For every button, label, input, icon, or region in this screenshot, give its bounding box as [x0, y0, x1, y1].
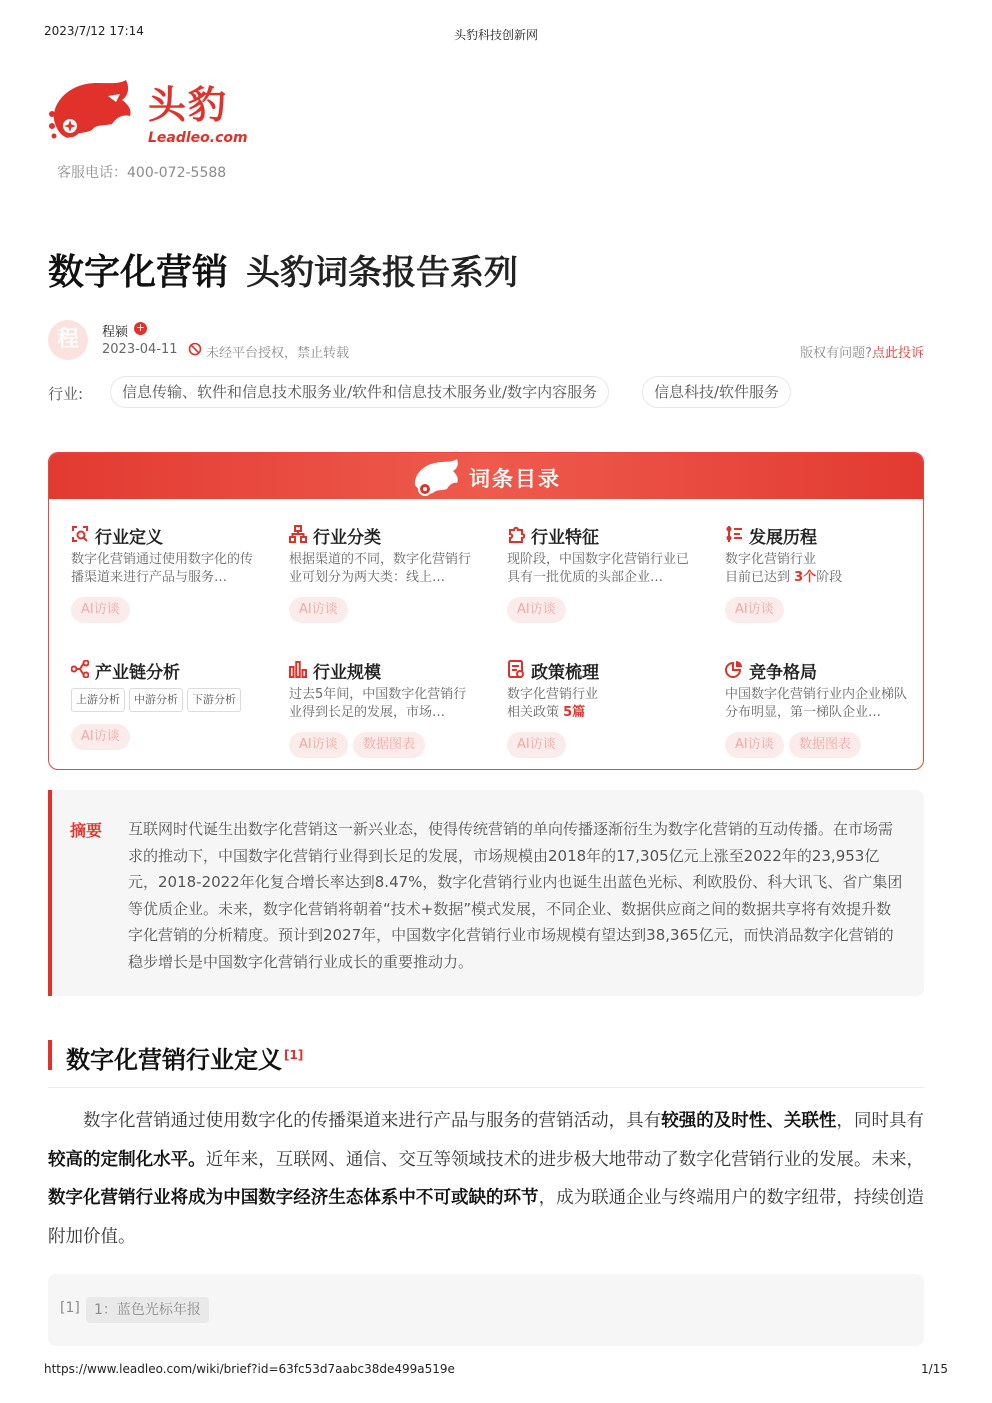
- toc-item-title: 行业特征: [531, 528, 599, 548]
- toc-item-features[interactable]: [507, 523, 707, 623]
- reference-number: [1]: [60, 1300, 80, 1316]
- toc-item-competition[interactable]: [725, 658, 924, 758]
- heading-accent-bar: [48, 1040, 52, 1070]
- toc-desc-post: 阶段: [816, 570, 843, 585]
- toc-item-scale[interactable]: [289, 658, 489, 758]
- paragraph-bold-segment: 较高的定制化水平。: [48, 1149, 206, 1170]
- logo-brand: 头豹: [148, 83, 229, 127]
- service-phone: 客服电话：400-072-5588: [57, 165, 227, 181]
- toc-item-title: 产业链分析: [95, 663, 180, 683]
- paragraph-bold-segment: 较强的及时性、关联性: [661, 1111, 837, 1131]
- ai-interview-button[interactable]: AI访谈: [507, 732, 566, 758]
- definition-paragraph: [48, 1102, 924, 1256]
- toc-item-title: 发展历程: [749, 528, 817, 548]
- toc-item-desc: 过去5年间，中国数字化营销行业得到长足的发展，市场…: [289, 687, 467, 720]
- upstream-tag[interactable]: 上游分析: [71, 688, 125, 712]
- bar-chart-icon: [289, 660, 307, 678]
- copyright-notice: [800, 342, 924, 361]
- reference-link[interactable]: [1]: [284, 1048, 304, 1062]
- section-heading: [48, 1038, 924, 1088]
- author-plus-icon[interactable]: +: [135, 321, 146, 334]
- print-page-number: 1/15: [921, 1362, 948, 1376]
- toc-item-title: 行业规模: [313, 663, 381, 683]
- toc-item-history[interactable]: [725, 523, 924, 623]
- toc-desc-pre: 目前已达到: [725, 570, 795, 585]
- toc-item-classification[interactable]: [289, 523, 489, 623]
- toc-item-desc: 中国数字化营销行业内企业梯队分布明显，第一梯队企业…: [725, 687, 908, 720]
- chain-icon: [71, 660, 89, 678]
- section-title: [66, 1040, 303, 1075]
- puzzle-icon: [507, 525, 525, 543]
- paragraph-segment: 数字化营销通过使用数字化的传播渠道来进行产品与服务的营销活动，具有: [83, 1111, 662, 1131]
- abstract-text: 互联网时代诞生出数字化营销这一新兴业态，使得传统营销的单向传播逐渐衍生为数字化营销的互动传播。在市场需求的推动下，中国数字化营销行业得到长足的发展，市场规模由2018年的17,305亿元上涨至2022年的23,953亿元，2018-2022年化复合增长率达到8.47%，数字化营销行业内也诞生出蓝色光标、利欧股份、科大讯飞、省广集团等优质企业。未来，数字化营销将朝着“技术+数据”模式发展，不同企业、数据供应商之间的数据共享将有效提升数字化营销的分析精度。预计到2027年，中国数字化营销行业市场规模有望达到38,365亿元，而快消品数字化营销的稳步增长是中国数字化营销行业成长的重要推动力。: [128, 820, 903, 971]
- abstract-box: [48, 790, 924, 996]
- publish-date: 2023-04-11: [102, 342, 178, 357]
- repost-notice: 未经平台授权，禁止转载: [206, 346, 350, 361]
- stage-count: 3个: [794, 570, 817, 585]
- midstream-tag[interactable]: 中游分析: [129, 688, 183, 712]
- ai-interview-button[interactable]: AI访谈: [71, 597, 130, 623]
- chain-subtags: [71, 688, 271, 714]
- data-chart-button[interactable]: 数据图表: [789, 732, 861, 758]
- industry-tag[interactable]: 信息科技/软件服务: [642, 376, 791, 408]
- toc-item-policy[interactable]: [507, 658, 707, 758]
- references-box: [48, 1274, 924, 1346]
- abstract-label: 摘要: [70, 821, 103, 840]
- toc-panel: [48, 452, 924, 770]
- downstream-tag[interactable]: 下游分析: [187, 688, 241, 712]
- ai-interview-button[interactable]: AI访谈: [725, 597, 784, 623]
- toc-item-title: 竞争格局: [749, 663, 817, 683]
- toc-item-desc: 现阶段，中国数字化营销行业已具有一批优质的头部企业…: [507, 552, 690, 585]
- page-title: [48, 244, 518, 295]
- leopard-logo-icon: [46, 74, 138, 146]
- industry-row: [48, 376, 924, 408]
- policy-doc-icon: [507, 660, 525, 678]
- toc-desc-line: 数字化营销行业: [725, 552, 817, 567]
- reference-item[interactable]: 1：蓝色光标年报: [86, 1297, 209, 1323]
- logo[interactable]: [46, 70, 246, 150]
- print-header: [44, 24, 948, 40]
- print-site-title: 头豹科技创新网: [453, 28, 538, 42]
- toc-item-desc: [507, 686, 693, 722]
- policy-count: 5篇: [563, 705, 586, 720]
- toc-item-desc: 根据渠道的不同，数字化营销行业可划分为两大类：线上…: [289, 552, 472, 585]
- ai-interview-button[interactable]: AI访谈: [725, 732, 784, 758]
- author-name[interactable]: 程颍: [102, 325, 129, 340]
- search-doc-icon: [71, 525, 89, 543]
- title-series: 头豹词条报告系列: [246, 253, 519, 293]
- toc-item-definition[interactable]: [71, 523, 271, 623]
- data-chart-button[interactable]: 数据图表: [353, 732, 425, 758]
- toc-item-desc: 数字化营销通过使用数字化的传播渠道来进行产品与服务…: [71, 552, 254, 585]
- print-url: https://www.leadleo.com/wiki/brief?id=63fc53d7aabc38de499a519e: [44, 1362, 455, 1376]
- ban-icon: [188, 342, 202, 356]
- avatar[interactable]: 程: [48, 320, 88, 360]
- section-title-text: 数字化营销行业定义: [66, 1046, 282, 1074]
- author-row: [48, 318, 924, 364]
- ai-interview-button[interactable]: AI访谈: [289, 732, 348, 758]
- paragraph-segment: ，成为联通企业与终端用户的数字纽带，持续创造附加价值。: [48, 1188, 925, 1247]
- complaint-link[interactable]: 点此投诉: [871, 346, 924, 361]
- toc-item-title: 政策梳理: [531, 663, 599, 683]
- toc-item-title: 行业分类: [313, 528, 381, 548]
- hierarchy-icon: [289, 525, 307, 543]
- copyright-question: 版权有问题?: [800, 346, 872, 361]
- leopard-logo-icon: [411, 455, 461, 499]
- print-footer: [44, 1362, 948, 1378]
- toc-header: [49, 453, 923, 499]
- toc-desc-line: 数字化营销行业: [507, 687, 599, 702]
- ai-interview-button[interactable]: AI访谈: [71, 724, 130, 750]
- logo-domain: Leadleo.com: [148, 130, 248, 146]
- toc-item-title: 行业定义: [95, 528, 163, 548]
- pie-chart-icon: [725, 660, 743, 678]
- print-datetime: 2023/7/12 17:14: [44, 24, 144, 38]
- toc-item-desc: [725, 551, 911, 587]
- toc-title: 词条目录: [469, 467, 561, 491]
- ai-interview-button[interactable]: AI访谈: [289, 597, 348, 623]
- toc-desc-pre: 相关政策: [507, 705, 564, 720]
- title-main: 数字化营销: [48, 252, 229, 293]
- industry-label: 行业:: [48, 385, 84, 403]
- ai-interview-button[interactable]: AI访谈: [507, 597, 566, 623]
- toc-item-chain[interactable]: [71, 658, 271, 758]
- paragraph-bold-segment: 数字化营销行业将成为中国数字经济生态体系中不可或缺的环节: [48, 1188, 539, 1208]
- paragraph-segment: ，同时具有: [836, 1111, 925, 1131]
- paragraph-segment: 近年来，互联网、通信、交互等领域技术的进步极大地带动了数字化营销行业的发展。未来，: [205, 1149, 925, 1170]
- timeline-icon: [725, 525, 743, 543]
- industry-tag[interactable]: 信息传输、软件和信息技术服务业/软件和信息技术服务业/数字内容服务: [110, 376, 609, 408]
